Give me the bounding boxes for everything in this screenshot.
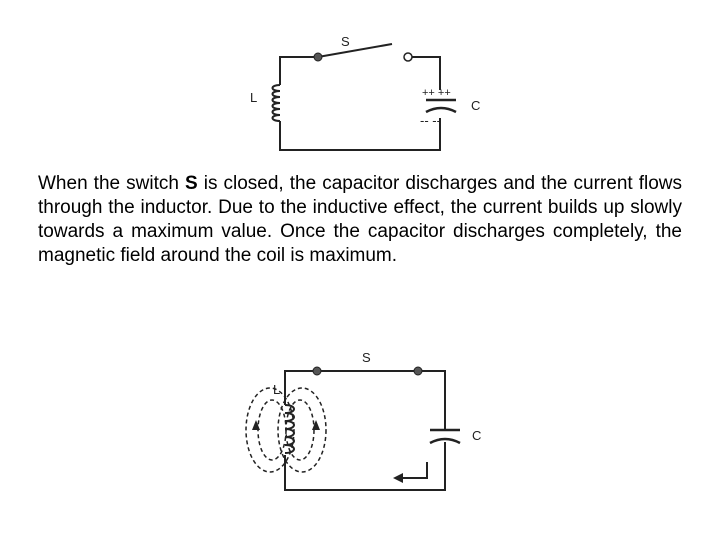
- top-switch-terminal-right: [404, 53, 412, 61]
- bottom-switch-label: S: [362, 350, 371, 365]
- bottom-field-line-left-inner: [258, 400, 286, 460]
- bottom-inductor-label: L: [273, 382, 281, 397]
- bottom-inductor-coil: [285, 405, 294, 453]
- top-minus-charges: -- --: [420, 113, 441, 128]
- caption-part2: is closed, the capacitor discharges and the current flows through the inductor. Due to the inductive effect, the current builds up slowly towards a maximum value. Once the capacitor discharges completely, the magnetic field around the coil is maximum.: [38, 173, 683, 266]
- bottom-current-arrow-head: [393, 473, 403, 483]
- bottom-wire-left-bottom: [285, 442, 445, 490]
- top-plus-charges: ++ ++: [422, 87, 451, 99]
- bottom-field-line-left-outer: [246, 388, 294, 472]
- bottom-field-line-right-outer: [278, 388, 326, 472]
- top-wire-left: [280, 57, 318, 85]
- caption-part1: When the switch: [38, 173, 185, 194]
- bottom-field-arrow-right: [312, 420, 320, 430]
- bottom-switch-terminal-left: [313, 367, 321, 375]
- top-wire-right: [408, 57, 440, 90]
- bottom-wire-right: [418, 371, 445, 430]
- top-circuit-diagram: [0, 0, 720, 170]
- top-switch-label: S: [341, 34, 350, 49]
- explanation-paragraph: [38, 172, 682, 268]
- top-wire-left-bottom: [280, 118, 440, 150]
- top-capacitor-label: C: [471, 98, 481, 113]
- top-capacitor-plate-bottom: [426, 108, 456, 112]
- bottom-field-arrow-left: [252, 420, 260, 430]
- top-switch-blade: [318, 44, 392, 57]
- bottom-wire-left: [285, 371, 317, 405]
- top-inductor-coil: [273, 85, 281, 121]
- bottom-field-line-right-inner: [286, 400, 314, 460]
- bottom-switch-terminal-right: [414, 367, 422, 375]
- top-switch-terminal-left: [314, 53, 322, 61]
- bottom-capacitor-plate-bottom: [430, 439, 460, 443]
- bottom-current-arrow: [395, 462, 427, 478]
- caption-switch-bold: S: [185, 173, 198, 194]
- bottom-capacitor-label: C: [472, 428, 482, 443]
- top-inductor-label: L: [250, 90, 258, 105]
